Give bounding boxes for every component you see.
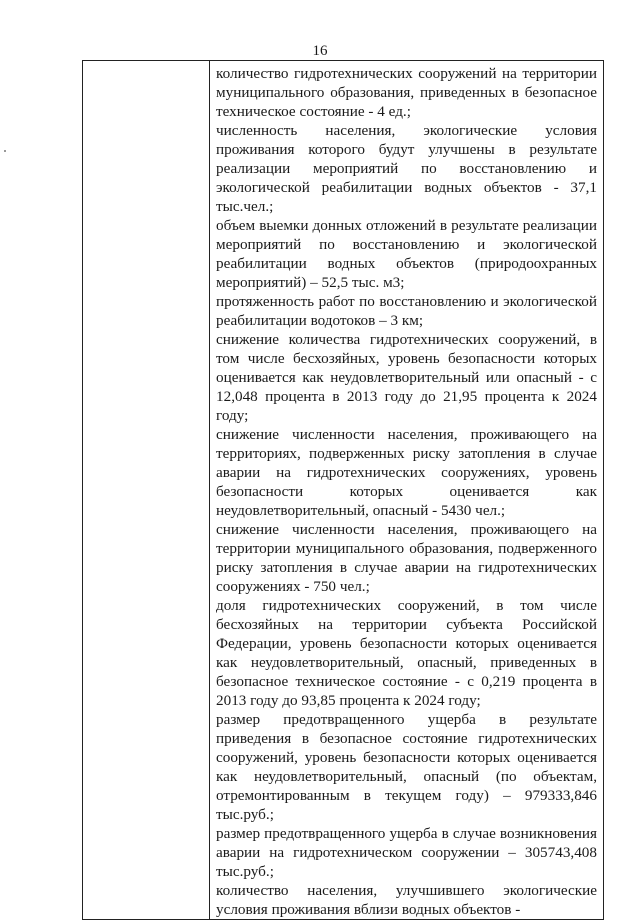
paragraph-unsafe-structures-reduction: снижение количества гидротехнических сооружений, в том числе бесхозяйных, уровень безопасности которых оценивается как неудовлетворительный или опасный - с 12,048 процента в 2013 году до 21,95 процента к 2024 году; [216,331,597,424]
page-number: 16 [312,43,328,59]
paragraph-population-improved: численность населения, экологические условия проживания которого будут улучшены в результате реализации мероприятий по восстановлению и экологической реабилитации водных объектов - 37,1 тыс.чел.; [216,122,597,215]
paragraph-watercourse-length: протяженность работ по восстановлению и экологической реабилитации водотоков – 3 км; [216,293,597,329]
paragraph-structures-share: доля гидротехнических сооружений, в том числе бесхозяйных на территории субъекта Российской Федерации, уровень безопасности которых оценивается как неудовлетворительный, опасный, приведенных в безопасное техническое состояние - с 0,219 процента в 2013 году до 93,85 процента к 2024 году; [216,597,597,709]
paragraph-prevented-damage-accident: размер предотвращенного ущерба в случае возникновения аварии на гидротехническом сооружении – 305743,408 тыс.руб.; [216,825,597,880]
paragraph-prevented-damage-repair: размер предотвращенного ущерба в результате приведения в безопасное состояние гидротехнических сооружений, уровень безопасности которых оценивается как неудовлетворительный, опасный (по объектам, отремонтированным в текущем году) – 979333,846 тыс.руб.; [216,711,597,823]
table-row [83,61,604,920]
scan-artifact [4,150,6,152]
paragraph-sediment-volume: объем выемки донных отложений в результате реализации мероприятий по восстановлению и экологической реабилитации водных объектов (природоохранных мероприятий) – 52,5 тыс. м3; [216,217,597,291]
right-cell [210,61,604,920]
paragraph-municipal-flood-risk-population: снижение численности населения, проживающего на территории муниципального образования, подверженного риску затопления в случае аварии на гидротехнических сооружениях - 750 чел.; [216,521,597,595]
paragraph-flood-risk-population: снижение численности населения, проживающего на территориях, подверженных риску затопления в случае аварии на гидротехнических сооружениях, уровень безопасности которых оценивается как неудовлетворительный, опасный - 5430 чел.; [216,426,597,519]
indicators-table [82,60,604,920]
paragraph-population-near-water: количество населения, улучшившего экологические условия проживания вблизи водных объектов - [216,882,597,918]
left-cell [83,61,210,920]
paragraph-hydro-structures-count: количество гидротехнических сооружений на территории муниципального образования, приведенных в безопасное техническое состояние - 4 ед.; [216,65,597,120]
